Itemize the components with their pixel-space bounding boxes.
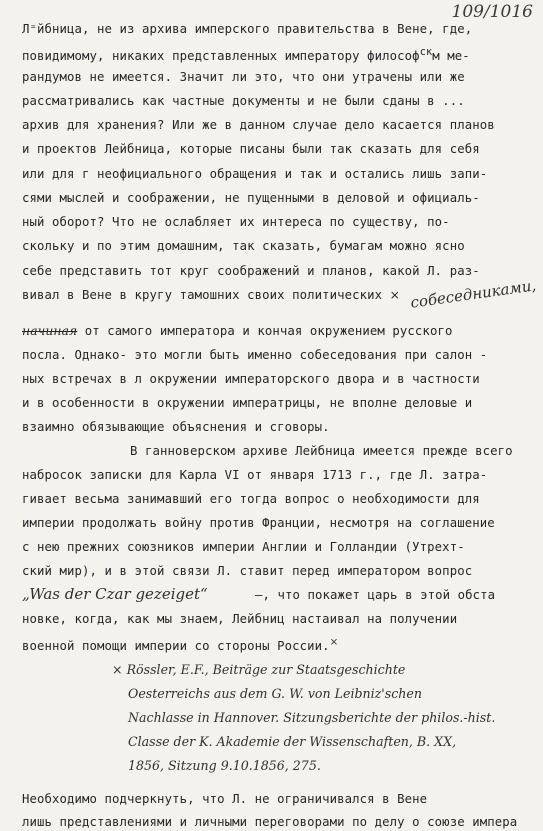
text-line: сями мыслей и соображении, не пущенными в деловой и официаль- [22,191,480,205]
text-line: вивал в Вене в кругу тамошних своих политических × [22,288,401,302]
text-line: или для г неофициального обращения и так и остались лишь запи- [22,167,488,181]
text-line: повидимому, никаких представленных императору философ$^{ск}$м ме- [22,46,470,64]
text-line: посла. Однако- это могли быть именно собеседования при салон - [22,348,488,362]
text-line: ский мир), и в этой связи Л. ставит перед императором вопрос [22,564,473,578]
text-line: рандумов не имеется. Значит ли это, что они утрачены или же [22,70,465,84]
text-line: начиная от самого императора и кончая окружением русского [22,324,453,338]
handwritten-quote: „Was der Czar gezeiget“ [22,585,208,603]
text-line: с нею прежних союзников империи Англии и Голландии (Утрехт- [22,540,465,554]
text-line: лишь представлениями и личными переговорами по делу о союзе импера [22,815,518,829]
text-line: рассматривались как частные документы и не были сданы в ... [22,94,465,108]
text-line: военной помощи империи со стороны России.× [22,636,339,654]
paragraph-start-line: В ганноверском архиве Лейбница имеется прежде всего [130,444,513,458]
footnote-line: × Rössler, E.F., Beiträge zur Staatsgeschichte [112,662,406,677]
text-line: Л⁼йбница, не из архива имперского правительства в Вене, где, [22,22,473,36]
text-line: гивает весьма занимавший его тогда вопрос о необходимости для [22,492,480,506]
text-line: архив для хранения? Или же в данном случае дело касается планов [22,118,495,132]
text-line: новке, когда, как мы знаем, Лейбниц настаивал на получении [22,612,458,626]
text-line: себе представить тот круг соображений и планов, какой Л. раз- [22,264,480,278]
footnote-line: Oesterreichs aus dem G. W. von Leibniz'schen [128,686,422,701]
text-line: взаимно обязывающие объяснения и сговоры. [22,420,330,434]
footnote-line: Classe der K. Akademie der Wissenschaften, B. XX, [128,734,457,749]
footnote-line: 1856, Sitzung 9.10.1856, 275. [128,758,321,773]
folio-number: 109/1016 [451,2,533,22]
handwritten-margin-word: собеседниками, [409,276,538,312]
text-line: и проектов Лейбница, которые писаны были так сказать для себя [22,142,480,156]
text-line: и в особенности в окружении императрицы, не вполне деловые и [22,396,473,410]
text-line: ных встречах в л окружении императорского двора и в частности [22,372,480,386]
text-line: набросок записки для Карла VI от января 1713 г., где Л. затра- [22,468,488,482]
text-line: скольку и по этим домашним, так сказать, бумагам можно ясно [22,239,465,253]
text-line: ный оборот? Что не ослабляет их интереса по существу, по- [22,215,450,229]
text-line: —, что покажет царь в этой обста [255,588,496,602]
text-line: империи продолжать войну против Франции, несмотря на соглашение [22,516,495,530]
text-line: Необходимо подчеркнуть, что Л. не ограничивался в Вене [22,792,428,806]
footnote-line: Nachlasse in Hannover. Sitzungsberichte der philos.-hist. [128,710,496,725]
